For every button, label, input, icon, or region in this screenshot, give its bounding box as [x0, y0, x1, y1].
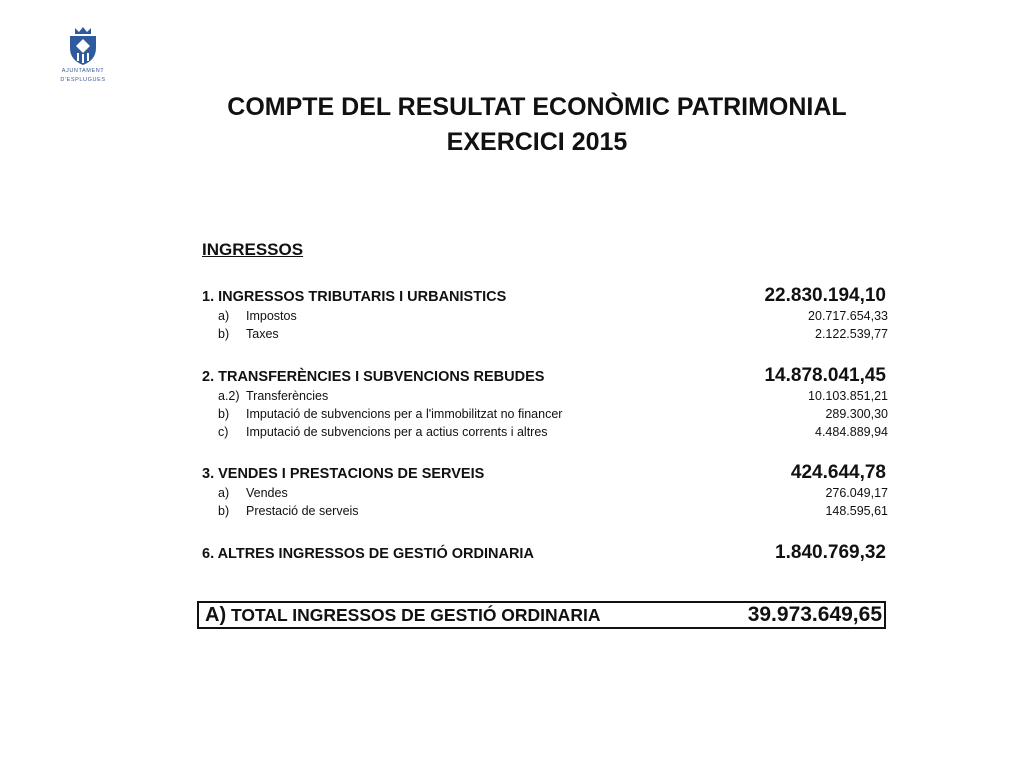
item-marker: b): [218, 327, 230, 341]
item-marker: a): [218, 486, 230, 500]
item-row: [218, 407, 888, 421]
item-label: Prestació de serveis: [246, 504, 359, 518]
logo-text-line2: D'ESPLUGUES: [60, 77, 106, 83]
item-marker: a): [218, 309, 230, 323]
item-label: Imputació de subvencions per a l'immobilitzat no financer: [246, 407, 563, 421]
group-row-transferencies: [202, 365, 888, 387]
item-amount: 2.122.539,77: [815, 327, 888, 341]
total-amount: 39.973.649,65: [747, 603, 882, 626]
total-label: [205, 604, 600, 627]
item-marker: a.2): [218, 389, 240, 403]
item-amount: 10.103.851,21: [808, 389, 888, 403]
item-amount: 148.595,61: [825, 504, 888, 518]
group-label: 6. ALTRES INGRESSOS DE GESTIÓ ORDINARIA: [202, 546, 534, 562]
group-label: 3. VENDES I PRESTACIONS DE SERVEIS: [202, 466, 485, 482]
group-amount: 424.644,78: [790, 462, 886, 483]
item-row: [218, 309, 888, 323]
group-label: 1. INGRESSOS TRIBUTARIS I URBANISTICS: [202, 289, 507, 305]
item-label: Vendes: [246, 486, 288, 500]
shield-icon: [66, 26, 100, 66]
item-amount: 276.049,17: [825, 486, 888, 500]
item-row: [218, 504, 888, 518]
title-line1: COMPTE DEL RESULTAT ECONÒMIC PATRIMONIAL: [227, 93, 847, 121]
item-row: [218, 486, 888, 500]
item-marker: c): [218, 425, 229, 439]
group-amount: 22.830.194,10: [764, 285, 886, 306]
item-label: Imputació de subvencions per a actius corrents i altres: [246, 425, 548, 439]
item-row: [218, 327, 888, 341]
group-label: 2. TRANSFERÈNCIES I SUBVENCIONS REBUDES: [202, 369, 545, 385]
group-amount: 14.878.041,45: [764, 365, 886, 386]
item-amount: 4.484.889,94: [815, 425, 888, 439]
ajuntament-logo: [58, 26, 108, 84]
group-amount: 1.840.769,32: [775, 542, 886, 563]
item-marker: b): [218, 407, 230, 421]
group-row-altres: [202, 542, 888, 564]
section-heading: INGRESSOS: [202, 240, 304, 259]
logo-text-line1: AJUNTAMENT: [61, 68, 105, 74]
page-title: [0, 90, 1024, 160]
total-prefix: A): [205, 603, 227, 626]
total-box: [197, 601, 886, 629]
total-label-text: TOTAL INGRESSOS DE GESTIÓ ORDINARIA: [226, 604, 601, 625]
item-amount: 289.300,30: [825, 407, 888, 421]
group-row-vendes: [202, 462, 888, 484]
title-line2: EXERCICI 2015: [446, 128, 628, 156]
group-row-tributaris: [202, 285, 888, 307]
item-row: [218, 425, 888, 439]
item-label: Transferències: [246, 389, 329, 403]
item-marker: b): [218, 504, 230, 518]
item-label: Impostos: [246, 309, 297, 323]
item-amount: 20.717.654,33: [808, 309, 888, 323]
item-row: [218, 389, 888, 403]
item-label: Taxes: [246, 327, 279, 341]
